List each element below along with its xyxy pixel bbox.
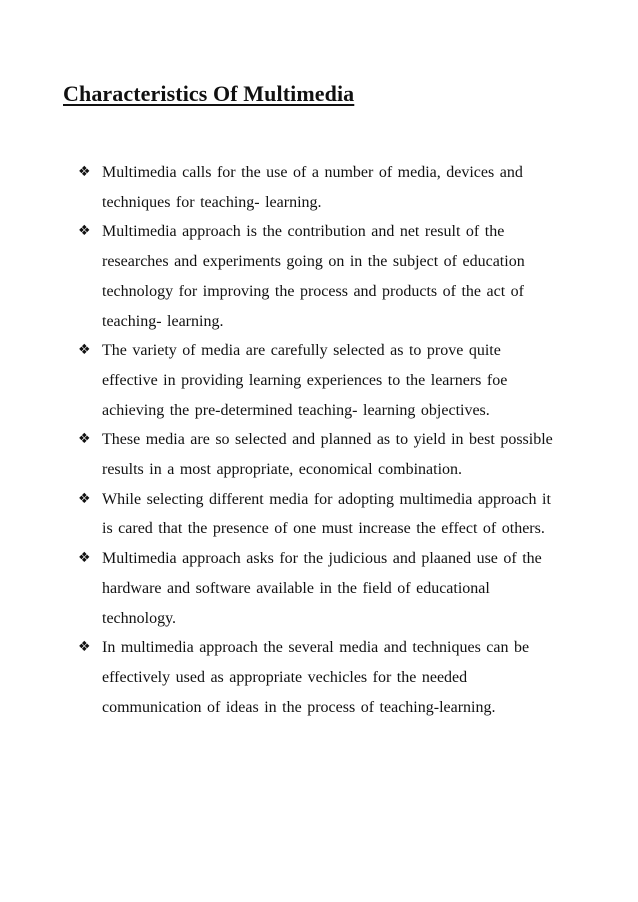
list-item-text-line: Multimedia approach asks for the judicious and plaaned use of the xyxy=(102,550,542,568)
diamond-bullet-icon: ❖ xyxy=(78,431,91,448)
list-item-text-line: communication of ideas in the process of teaching-learning. xyxy=(102,698,496,716)
list-item-text-line: hardware and software available in the field of educational xyxy=(102,579,490,597)
diamond-bullet-icon: ❖ xyxy=(78,550,91,567)
page-title: Characteristics Of Multimedia xyxy=(63,81,355,106)
list-item-text-line: techniques for teaching- learning. xyxy=(102,193,322,211)
list-item xyxy=(78,633,598,722)
list-item-text-line: researches and experiments going on in the subject of education xyxy=(102,253,525,271)
list-item xyxy=(78,544,598,633)
diamond-bullet-icon: ❖ xyxy=(78,639,91,656)
list-item xyxy=(78,425,598,484)
list-item-text-line: effective in providing learning experiences to the learners foe xyxy=(102,371,508,389)
list-item-text-line: While selecting different media for adopting multimedia approach it xyxy=(102,490,551,508)
list-item-text-line: The variety of media are carefully selected as to prove quite xyxy=(102,342,501,360)
diamond-bullet-icon: ❖ xyxy=(78,342,91,359)
list-item-text-line: is cared that the presence of one must increase the effect of others. xyxy=(102,520,545,538)
list-item-text-line: achieving the pre-determined teaching- learning objectives. xyxy=(102,401,490,419)
diamond-bullet-icon: ❖ xyxy=(78,490,91,507)
list-item-text-line: Multimedia calls for the use of a number of media, devices and xyxy=(102,164,523,181)
list-item-text-line: These media are so selected and planned as to yield in best possible xyxy=(102,431,553,449)
list-item-text-line: technology. xyxy=(102,609,177,627)
list-item xyxy=(78,485,598,544)
list-item xyxy=(78,217,598,336)
list-item-text-line: results in a most appropriate, economical combination. xyxy=(102,461,463,479)
list-item-text-line: teaching- learning. xyxy=(102,312,224,330)
list-item xyxy=(78,336,598,425)
list-item-text-line: In multimedia approach the several media and techniques can be xyxy=(102,639,530,657)
list-item-text-line: Multimedia approach is the contribution and net result of the xyxy=(102,223,505,241)
list-item xyxy=(78,158,598,217)
characteristics-list xyxy=(78,158,598,722)
list-item-text-line: technology for improving the process and products of the act of xyxy=(102,282,524,300)
diamond-bullet-icon: ❖ xyxy=(78,223,91,240)
list-item-text-line: effectively used as appropriate vechicles for the needed xyxy=(102,668,468,686)
diamond-bullet-icon: ❖ xyxy=(78,164,91,180)
